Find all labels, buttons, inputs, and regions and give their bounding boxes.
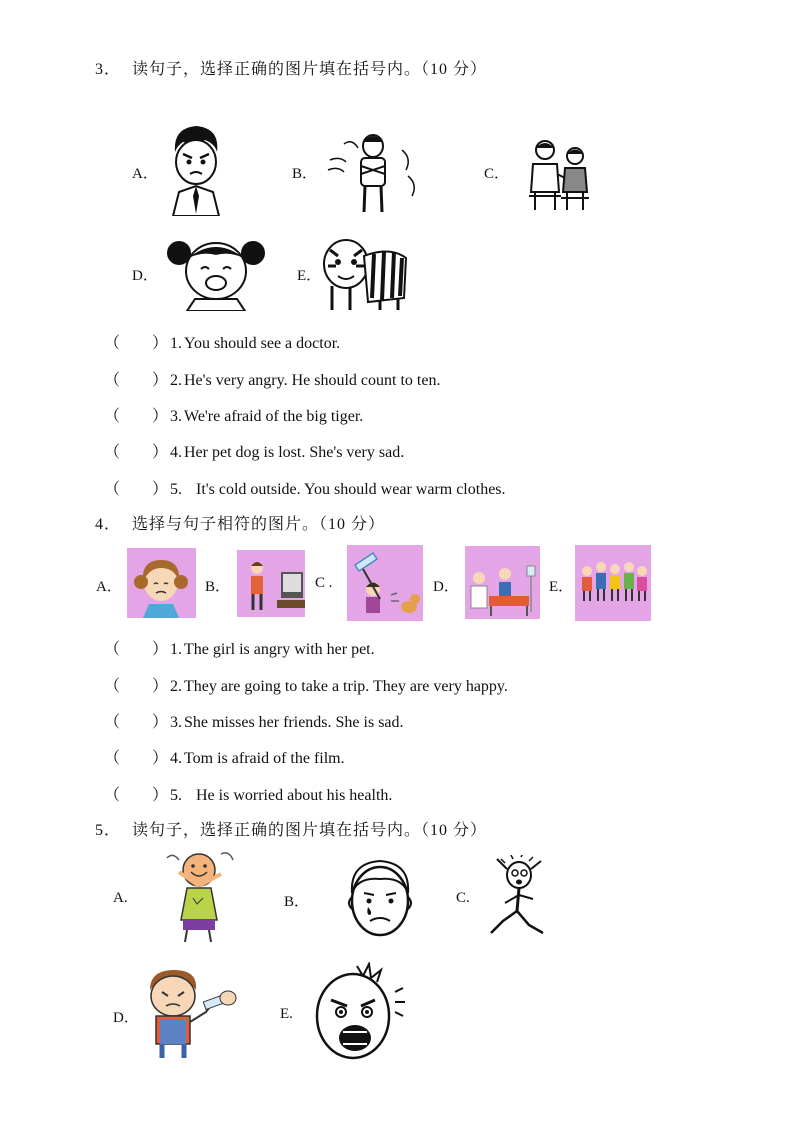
s5-option-d-label: D． <box>113 1010 139 1026</box>
section-5-title <box>95 817 487 840</box>
s4-option-d-label: D． <box>433 579 459 595</box>
s5-option-e-label: E. <box>280 1006 293 1022</box>
s5-option-b-label: B． <box>284 894 310 910</box>
section-3-title <box>95 56 487 79</box>
s4-option-b-label: B． <box>205 579 231 595</box>
section-5-number: 5． <box>95 822 122 839</box>
s4-option-c-label: C . <box>315 575 333 591</box>
s5-option-c-scared-running-man-picture[interactable] <box>487 855 551 941</box>
s3-option-e-label: E． <box>297 268 322 284</box>
section-4-instruction: 选择与句子相符的图片。（10 分） <box>132 516 386 533</box>
answer-blank[interactable]: （ ） <box>104 444 169 461</box>
s5-option-e-angry-shouting-face-picture[interactable] <box>309 962 405 1062</box>
section-4-number: 4． <box>95 516 122 533</box>
s3-option-e-tiger-picture[interactable] <box>320 236 410 312</box>
s5-option-a-happy-kid-picture[interactable] <box>163 848 237 944</box>
s3-option-a-angry-boy-picture[interactable] <box>165 122 227 216</box>
s3-question-5: （ ） 5. It's cold outside. You should wear warm clothes. <box>104 476 506 499</box>
s3-option-b-label: B． <box>292 166 318 182</box>
answer-blank[interactable]: （ ） <box>104 714 169 731</box>
s4-question-4: （ ） 4. Tom is afraid of the film. <box>104 745 345 768</box>
answer-blank[interactable]: （ ） <box>104 678 169 695</box>
s5-option-c-label: C. <box>456 890 470 906</box>
section-5-instruction: 读句子，选择正确的图片填在括号内。（10 分） <box>132 822 488 839</box>
section-3-number: 3． <box>95 61 122 78</box>
s3-question-2: （ ） 2. He's very angry. He should count to ten. <box>104 367 440 390</box>
s4-option-c-angry-girl-with-pet-picture[interactable] <box>347 545 423 621</box>
section-4-title <box>95 511 385 534</box>
s5-option-d-boy-with-shot-picture[interactable] <box>140 966 238 1060</box>
answer-blank[interactable]: （ ） <box>104 481 169 498</box>
answer-blank[interactable]: （ ） <box>104 372 169 389</box>
s4-question-5: （ ） 5. He is worried about his health. <box>104 782 392 805</box>
s3-question-1: （ ） 1. You should see a doctor. <box>104 330 340 353</box>
s3-option-c-label: C． <box>484 166 510 182</box>
s3-question-4: （ ） 4. Her pet dog is lost. She's very sad. <box>104 439 404 462</box>
s5-option-a-label: A. <box>113 890 128 906</box>
s4-option-e-label: E． <box>549 579 574 595</box>
answer-blank[interactable]: （ ） <box>104 335 169 352</box>
s4-question-3: （ ） 3. She misses her friends. She is sad. <box>104 709 404 732</box>
s3-option-a-label: A． <box>132 166 158 182</box>
s4-option-e-happy-trip-group-picture[interactable] <box>575 545 651 621</box>
section-3-instruction: 读句子，选择正确的图片填在括号内。（10 分） <box>132 61 488 78</box>
s4-option-b-afraid-of-film-picture[interactable] <box>237 550 305 617</box>
s3-option-d-crying-girl-picture[interactable] <box>165 235 267 311</box>
s4-option-a-label: A． <box>96 579 122 595</box>
answer-blank[interactable]: （ ） <box>104 408 169 425</box>
s4-question-1: （ ） 1. The girl is angry with her pet. <box>104 636 375 659</box>
answer-blank[interactable]: （ ） <box>104 787 169 804</box>
s3-option-b-cold-boy-picture[interactable] <box>326 130 420 216</box>
s4-option-a-sad-girl-picture[interactable] <box>127 548 196 618</box>
s3-option-d-label: D． <box>132 268 158 284</box>
answer-blank[interactable]: （ ） <box>104 641 169 658</box>
s5-option-b-sad-face-picture[interactable] <box>346 857 414 939</box>
s4-option-d-worried-about-health-picture[interactable] <box>465 546 540 619</box>
s3-option-c-doctor-visit-picture[interactable] <box>527 136 593 214</box>
answer-blank[interactable]: （ ） <box>104 750 169 767</box>
s3-question-3: （ ） 3. We're afraid of the big tiger. <box>104 403 363 426</box>
s4-question-2: （ ） 2. They are going to take a trip. They are very happy. <box>104 673 508 696</box>
